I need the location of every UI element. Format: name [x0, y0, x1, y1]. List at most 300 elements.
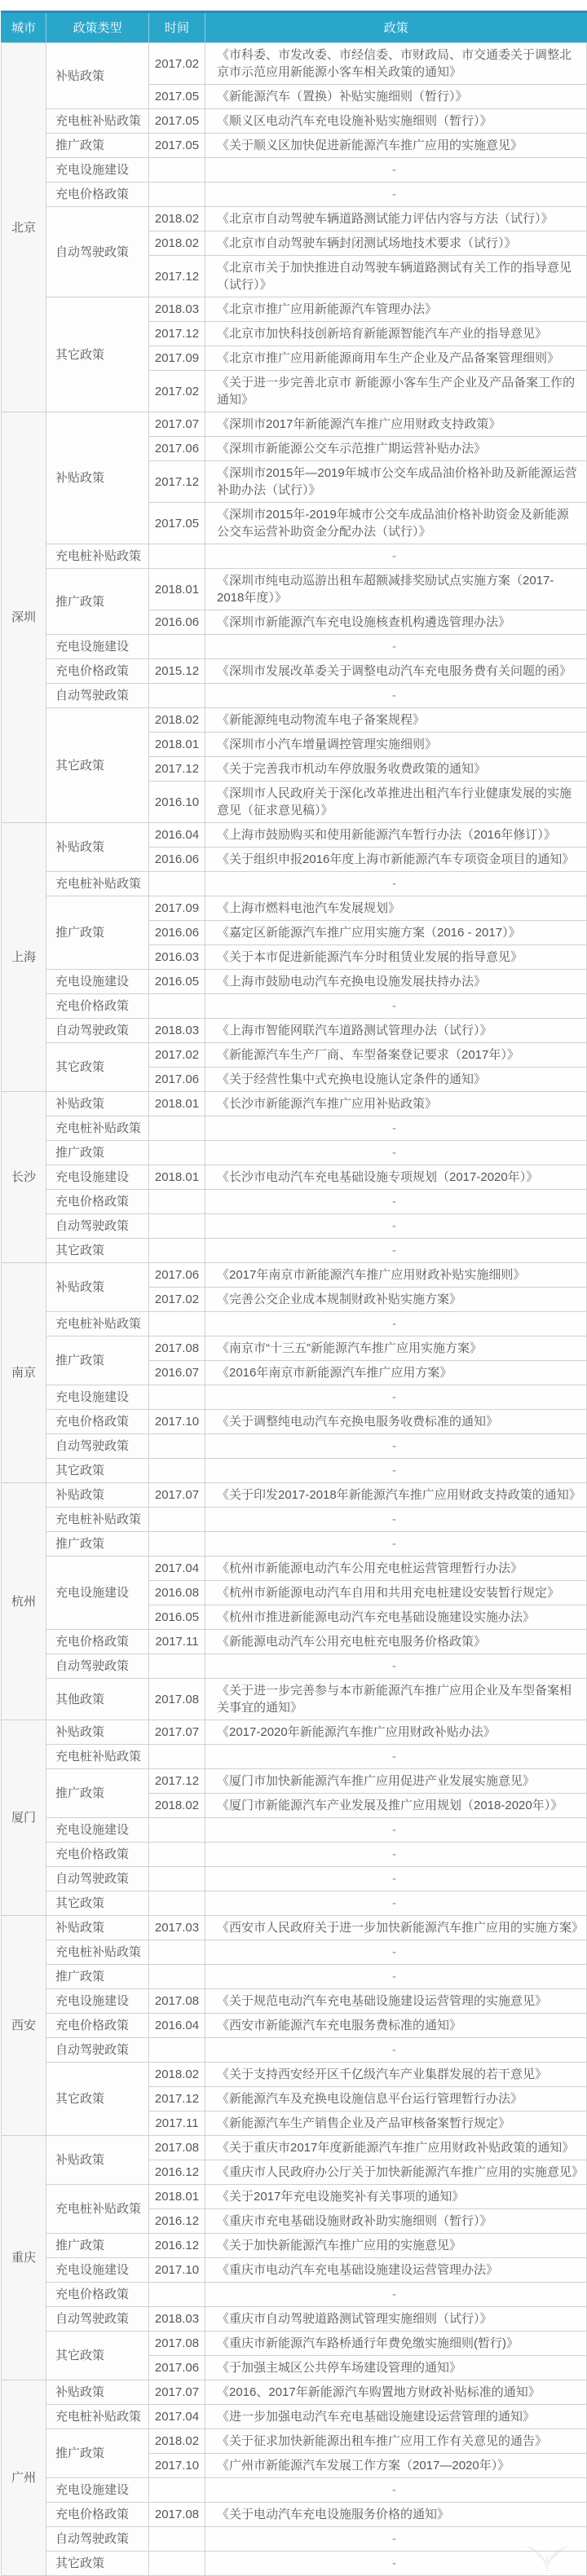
time-cell [149, 1867, 205, 1891]
policy-type-cell: 充电价格政策 [46, 1843, 149, 1867]
table-row [2, 1557, 587, 1581]
policy-type-cell: 充电价格政策 [46, 1410, 149, 1434]
table-row [2, 2014, 587, 2038]
policy-cell: 《杭州市新能源电动汽车公用充电桩运营管理暂行办法》 [205, 1557, 587, 1581]
policy-cell: 《关于规范电动汽车充电基础设施建设运营管理的实施意见》 [205, 1989, 587, 2014]
city-cell: 深圳 [2, 412, 46, 823]
policy-type-cell: 自动驾驶政策 [46, 2527, 149, 2552]
time-cell: 2016.12 [149, 2234, 205, 2258]
time-cell [149, 2038, 205, 2063]
table-row [2, 872, 587, 896]
policy-type-cell: 充电桩补贴政策 [46, 109, 149, 134]
table-row [2, 1679, 587, 1720]
time-cell: 2018.01 [149, 733, 205, 757]
table-row [2, 1263, 587, 1288]
policy-type-cell: 自动驾驶政策 [46, 1867, 149, 1891]
table-row [2, 207, 587, 231]
table-row [2, 659, 587, 684]
policy-cell: 《关于印发2017-2018年新能源汽车推广应用财政支持政策的通知》 [205, 1483, 587, 1508]
policy-cell: - [205, 1312, 587, 1336]
time-cell [149, 872, 205, 896]
table-row [2, 1434, 587, 1459]
policy-cell: - [205, 1818, 587, 1843]
policy-cell: 《北京市自动驾驶车辆封闭测试场地技术要求（试行）》 [205, 231, 587, 256]
policy-type-cell: 补贴政策 [46, 1916, 149, 1940]
policy-type-cell: 补贴政策 [46, 1720, 149, 1745]
city-cell: 南京 [2, 1263, 46, 1483]
table-row [2, 823, 587, 848]
policy-cell: 《关于2017年充电设施奖补有关事项的通知》 [205, 2185, 587, 2209]
policy-type-cell: 充电设施建设 [46, 970, 149, 994]
policy-cell: 《关于进一步完善参与本市新能源汽车推广应用企业及车型备案相关事宜的通知》 [205, 1679, 587, 1720]
time-cell: 2017.10 [149, 1410, 205, 1434]
time-cell: 2018.03 [149, 297, 205, 322]
table-row [2, 2503, 587, 2527]
policy-cell: 《北京市推广应用新能源商用车生产企业及产品备案管理细则》 [205, 346, 587, 371]
time-cell: 2016.06 [149, 921, 205, 945]
policy-type-cell: 其它政策 [46, 2332, 149, 2380]
time-cell [149, 2283, 205, 2307]
time-cell [149, 1214, 205, 1239]
time-cell: 2018.01 [149, 2185, 205, 2209]
table-row [2, 109, 587, 134]
time-cell: 2017.02 [149, 1043, 205, 1068]
policy-cell: 《关于支持西安经开区千亿级汽车产业集群发展的若干意见》 [205, 2063, 587, 2087]
policy-cell: - [205, 1965, 587, 1989]
table-row [2, 1141, 587, 1165]
time-cell: 2017.10 [149, 2258, 205, 2283]
table-row [2, 569, 587, 610]
policy-cell: 《重庆市自动驾驶道路测试管理实施细则（试行）》 [205, 2307, 587, 2332]
policy-type-cell: 充电桩补贴政策 [46, 544, 149, 569]
policy-cell: - [205, 158, 587, 183]
time-cell: 2017.02 [149, 371, 205, 412]
time-cell: 2018.02 [149, 1794, 205, 1818]
time-cell: 2018.03 [149, 1019, 205, 1043]
time-cell: 2016.06 [149, 848, 205, 872]
table-row [2, 1843, 587, 1867]
policy-cell: - [205, 2478, 587, 2503]
time-cell: 2017.05 [149, 503, 205, 544]
policy-cell: 《关于组织申报2016年度上海市新能源汽车专项资金项目的通知》 [205, 848, 587, 872]
policy-cell: - [205, 1508, 587, 1532]
policy-cell: 《关于调整纯电动汽车充换电服务收费标准的通知》 [205, 1410, 587, 1434]
policy-type-cell: 补贴政策 [46, 823, 149, 872]
time-cell: 2017.05 [149, 109, 205, 134]
time-cell: 2016.07 [149, 1361, 205, 1385]
policy-type-cell: 其它政策 [46, 1459, 149, 1483]
time-cell: 2016.10 [149, 782, 205, 823]
policy-type-cell: 其它政策 [46, 1891, 149, 1916]
time-cell [149, 158, 205, 183]
time-cell: 2018.02 [149, 207, 205, 231]
policy-cell: - [205, 872, 587, 896]
policy-type-cell: 自动驾驶政策 [46, 1214, 149, 1239]
policy-cell: - [205, 1239, 587, 1263]
time-cell [149, 994, 205, 1019]
time-cell [149, 635, 205, 659]
time-cell: 2016.12 [149, 2209, 205, 2234]
policy-type-cell: 补贴政策 [46, 2136, 149, 2185]
policy-cell: - [205, 1867, 587, 1891]
policy-cell: 《新能源纯电动物流车电子备案规程》 [205, 708, 587, 733]
policy-cell: 《北京市关于加快推进自动驾驶车辆道路测试有关工作的指导意见（试行）》 [205, 256, 587, 297]
time-cell: 2017.06 [149, 2356, 205, 2380]
policy-type-cell: 自动驾驶政策 [46, 1654, 149, 1679]
table-row [2, 43, 587, 85]
time-cell: 2016.08 [149, 1581, 205, 1605]
table-row [2, 1508, 587, 1532]
policy-cell: 《上海市智能网联汽车道路测试管理办法（试行）》 [205, 1019, 587, 1043]
policy-cell: - [205, 2527, 587, 2552]
policy-cell: 《深圳市2015年—2019年城市公交车成品油价格补助及新能源运营补助办法（试行）》 [205, 461, 587, 503]
column-header-policy-type: 政策类型 [46, 12, 149, 43]
policy-cell: - [205, 2038, 587, 2063]
table-row [2, 896, 587, 921]
time-cell [149, 1434, 205, 1459]
city-cell: 上海 [2, 823, 46, 1092]
table-row [2, 1483, 587, 1508]
policy-cell: 《关于进一步完善北京市 新能源小客车生产企业及产品备案工作的通知》 [205, 371, 587, 412]
city-cell: 杭州 [2, 1483, 46, 1720]
policy-cell: - [205, 1116, 587, 1141]
table-row [2, 412, 587, 437]
policy-cell: 《关于完善我市机动车停放服务收费政策的通知》 [205, 757, 587, 782]
table-row [2, 1116, 587, 1141]
policy-type-cell: 推广政策 [46, 134, 149, 158]
policy-table [1, 11, 587, 2576]
time-cell: 2017.02 [149, 43, 205, 85]
time-cell: 2016.05 [149, 970, 205, 994]
city-cell: 重庆 [2, 2136, 46, 2380]
policy-type-cell: 充电价格政策 [46, 183, 149, 207]
city-cell: 长沙 [2, 1092, 46, 1263]
table-row [2, 1654, 587, 1679]
policy-type-cell: 补贴政策 [46, 412, 149, 544]
policy-type-cell: 自动驾驶政策 [46, 2038, 149, 2063]
policy-type-cell: 充电桩补贴政策 [46, 1940, 149, 1965]
time-cell: 2017.07 [149, 412, 205, 437]
table-row [2, 297, 587, 322]
table-row [2, 2307, 587, 2332]
policy-cell: 《关于征求加快新能源出租车推广应用工作有关意见的通告》 [205, 2429, 587, 2454]
policy-cell: - [205, 1190, 587, 1214]
time-cell [149, 1508, 205, 1532]
policy-type-cell: 充电桩补贴政策 [46, 1116, 149, 1141]
time-cell: 2017.10 [149, 2454, 205, 2478]
policy-cell: 《关于电动汽车充电设施服务价格的通知》 [205, 2503, 587, 2527]
policy-cell: - [205, 1532, 587, 1557]
table-row [2, 1818, 587, 1843]
table-row [2, 635, 587, 659]
table-row [2, 1891, 587, 1916]
policy-type-cell: 推广政策 [46, 896, 149, 970]
column-header-city: 城市 [2, 12, 46, 43]
time-cell: 2017.08 [149, 2503, 205, 2527]
table-row [2, 1989, 587, 2014]
policy-type-cell: 充电价格政策 [46, 2283, 149, 2307]
policy-type-cell: 补贴政策 [46, 2380, 149, 2405]
policy-type-cell: 补贴政策 [46, 1092, 149, 1116]
header-row [2, 12, 587, 43]
policy-cell: 《深圳市新能源汽车充电设施核查机构遴选管理办法》 [205, 610, 587, 635]
time-cell: 2017.11 [149, 2111, 205, 2136]
time-cell: 2017.07 [149, 1720, 205, 1745]
table-row [2, 1190, 587, 1214]
policy-cell: - [205, 1214, 587, 1239]
policy-cell: 《重庆市人民政府办公厅关于加快新能源汽车推广应用的实施意见》 [205, 2160, 587, 2185]
table-row [2, 2136, 587, 2160]
time-cell: 2017.11 [149, 1630, 205, 1654]
time-cell: 2018.01 [149, 1092, 205, 1116]
time-cell: 2017.02 [149, 1288, 205, 1312]
policy-cell: 《南京市“十三五”新能源汽车推广应用实施方案》 [205, 1336, 587, 1361]
policy-type-cell: 充电价格政策 [46, 1190, 149, 1214]
table-row [2, 1336, 587, 1361]
policy-cell: 《关于顺义区加快促进新能源汽车推广应用的实施意见》 [205, 134, 587, 158]
table-row [2, 1769, 587, 1794]
time-cell: 2017.08 [149, 1679, 205, 1720]
table-row [2, 2234, 587, 2258]
time-cell [149, 183, 205, 207]
table-body [2, 43, 587, 2576]
policy-type-cell: 充电桩补贴政策 [46, 2185, 149, 2234]
policy-type-cell: 推广政策 [46, 2429, 149, 2478]
table-row [2, 1239, 587, 1263]
policy-cell: 《长沙市新能源汽车推广应用补贴政策》 [205, 1092, 587, 1116]
policy-cell: - [205, 2552, 587, 2576]
policy-cell: 《关于重庆市2017年度新能源汽车推广应用财政补贴政策的通知》 [205, 2136, 587, 2160]
time-cell: 2017.08 [149, 2332, 205, 2356]
table-row [2, 1214, 587, 1239]
policy-type-cell: 推广政策 [46, 1336, 149, 1385]
policy-cell: 《新能源汽车生产厂商、车型备案登记要求（2017年）》 [205, 1043, 587, 1068]
time-cell: 2017.08 [149, 2136, 205, 2160]
policy-cell: - [205, 1745, 587, 1769]
table-row [2, 2478, 587, 2503]
policy-cell: - [205, 1940, 587, 1965]
table-row [2, 2185, 587, 2209]
table-row [2, 2429, 587, 2454]
table-row [2, 183, 587, 207]
city-cell: 西安 [2, 1916, 46, 2136]
policy-cell: 《进一步加强电动汽车充电基础设施建设运营管理的通知》 [205, 2405, 587, 2429]
table-row [2, 2063, 587, 2087]
time-cell: 2017.05 [149, 134, 205, 158]
table-row [2, 1720, 587, 1745]
policy-cell: 《北京市加快科技创新培育新能源智能汽车产业的指导意见》 [205, 322, 587, 346]
policy-cell: 《关于加快新能源汽车推广应用的实施意见》 [205, 2234, 587, 2258]
time-cell: 2017.12 [149, 2087, 205, 2111]
policy-type-cell: 充电价格政策 [46, 2503, 149, 2527]
policy-cell: 《北京市推广应用新能源汽车管理办法》 [205, 297, 587, 322]
policy-cell: 《重庆市新能源汽车路桥通行年费免缴实施细则(暂行)》 [205, 2332, 587, 2356]
table-row [2, 1165, 587, 1190]
table-row [2, 1092, 587, 1116]
time-cell: 2016.06 [149, 610, 205, 635]
table-row [2, 2283, 587, 2307]
table-row [2, 2380, 587, 2405]
time-cell: 2016.03 [149, 945, 205, 970]
time-cell: 2018.03 [149, 2307, 205, 2332]
table-row [2, 1965, 587, 1989]
policy-cell: 《重庆市电动汽车充电基础设施建设运营管理办法》 [205, 2258, 587, 2283]
time-cell: 2016.04 [149, 823, 205, 848]
time-cell: 2016.12 [149, 2160, 205, 2185]
time-cell [149, 1965, 205, 1989]
policy-cell: 《2016、2017年新能源汽车购置地方财政补贴标准的通知》 [205, 2380, 587, 2405]
time-cell: 2016.05 [149, 1605, 205, 1630]
policy-type-cell: 充电桩补贴政策 [46, 1312, 149, 1336]
policy-cell: 《上海市鼓励购买和使用新能源汽车暂行办法（2016年修订）》 [205, 823, 587, 848]
policy-type-cell: 推广政策 [46, 1141, 149, 1165]
policy-type-cell: 充电桩补贴政策 [46, 1745, 149, 1769]
table-row [2, 1916, 587, 1940]
table-row [2, 1940, 587, 1965]
time-cell: 2017.06 [149, 437, 205, 461]
policy-type-cell: 充电设施建设 [46, 2478, 149, 2503]
table-row [2, 2332, 587, 2356]
time-cell: 2017.07 [149, 2380, 205, 2405]
table-row [2, 544, 587, 569]
time-cell: 2017.04 [149, 1557, 205, 1581]
policy-type-cell: 充电桩补贴政策 [46, 2405, 149, 2429]
time-cell [149, 2478, 205, 2503]
policy-cell: 《完善公交企业成本规制财政补贴实施方案》 [205, 1288, 587, 1312]
time-cell [149, 1891, 205, 1916]
time-cell: 2017.08 [149, 1336, 205, 1361]
policy-cell: 《杭州市新能源电动汽车自用和共用充电桩建设安装暂行规定》 [205, 1581, 587, 1605]
time-cell: 2018.02 [149, 708, 205, 733]
policy-cell: 《2017-2020年新能源汽车推广应用财政补贴办法》 [205, 1720, 587, 1745]
table-row [2, 2527, 587, 2552]
policy-type-cell: 推广政策 [46, 1532, 149, 1557]
time-cell: 2018.02 [149, 231, 205, 256]
time-cell [149, 1459, 205, 1483]
policy-type-cell: 充电设施建设 [46, 1989, 149, 2014]
policy-type-cell: 充电价格政策 [46, 1630, 149, 1654]
time-cell [149, 2552, 205, 2576]
policy-cell: 《北京市自动驾驶车辆道路测试能力评估内容与方法（试行）》 [205, 207, 587, 231]
time-cell: 2017.09 [149, 896, 205, 921]
policy-type-cell: 充电设施建设 [46, 1165, 149, 1190]
policy-type-cell: 其它政策 [46, 2552, 149, 2576]
policy-type-cell: 自动驾驶政策 [46, 1019, 149, 1043]
table-row [2, 1385, 587, 1410]
policy-type-cell: 充电桩补贴政策 [46, 1508, 149, 1532]
time-cell: 2017.04 [149, 2405, 205, 2429]
policy-cell: - [205, 1141, 587, 1165]
policy-type-cell: 其它政策 [46, 2063, 149, 2136]
policy-cell: 《长沙市电动汽车充电基础设施专项规划（2017-2020年）》 [205, 1165, 587, 1190]
policy-cell: - [205, 183, 587, 207]
column-header-time: 时间 [149, 12, 205, 43]
time-cell [149, 1385, 205, 1410]
policy-cell: 《厦门市加快新能源汽车推广应用促进产业发展实施意见》 [205, 1769, 587, 1794]
time-cell: 2017.09 [149, 346, 205, 371]
policy-cell: - [205, 684, 587, 708]
table-row [2, 1043, 587, 1068]
policy-cell: - [205, 1385, 587, 1410]
policy-cell: 《嘉定区新能源汽车推广应用实施方案（2016 - 2017）》 [205, 921, 587, 945]
policy-cell: 《深圳市新能源公交车示范推广期运营补贴办法》 [205, 437, 587, 461]
policy-cell: - [205, 1654, 587, 1679]
time-cell: 2017.07 [149, 1483, 205, 1508]
policy-cell: - [205, 1843, 587, 1867]
policy-cell: 《深圳市2017年新能源汽车推广应用财政支持政策》 [205, 412, 587, 437]
table-row [2, 684, 587, 708]
policy-type-cell: 自动驾驶政策 [46, 1434, 149, 1459]
time-cell [149, 1116, 205, 1141]
table-row [2, 708, 587, 733]
policy-cell: 《杭州市推进新能源电动汽车充电基础设施建设实施办法》 [205, 1605, 587, 1630]
policy-cell: 《上海市燃料电池汽车发展规划》 [205, 896, 587, 921]
time-cell: 2017.12 [149, 322, 205, 346]
policy-type-cell: 充电价格政策 [46, 659, 149, 684]
table-row [2, 1745, 587, 1769]
policy-cell: 《深圳市小汽车增量调控管理实施细则》 [205, 733, 587, 757]
policy-type-cell: 充电价格政策 [46, 2014, 149, 2038]
policy-cell: - [205, 635, 587, 659]
policy-type-cell: 充电设施建设 [46, 1818, 149, 1843]
time-cell [149, 1239, 205, 1263]
policy-cell: 《深圳市人民政府关于深化改革推进出租汽车行业健康发展的实施意见（征求意见稿）》 [205, 782, 587, 823]
table-row [2, 2258, 587, 2283]
policy-cell: 《顺义区电动汽车充电设施补贴实施细则（暂行）》 [205, 109, 587, 134]
policy-type-cell: 其它政策 [46, 1239, 149, 1263]
policy-cell: 《关于本市促进新能源汽车分时租赁业发展的指导意见》 [205, 945, 587, 970]
policy-type-cell: 充电价格政策 [46, 994, 149, 1019]
table-row [2, 1867, 587, 1891]
table-row [2, 2552, 587, 2576]
policy-cell: 《新能源电动汽车公用充电桩充电服务价格政策》 [205, 1630, 587, 1654]
policy-type-cell: 补贴政策 [46, 1263, 149, 1312]
time-cell: 2018.02 [149, 2429, 205, 2454]
policy-cell: 《厦门市新能源汽车产业发展及推广应用规划（2018-2020年）》 [205, 1794, 587, 1818]
city-cell: 广州 [2, 2380, 46, 2576]
time-cell [149, 1818, 205, 1843]
policy-type-cell: 充电设施建设 [46, 2258, 149, 2283]
table-row [2, 1312, 587, 1336]
policy-cell: - [205, 544, 587, 569]
table-row [2, 158, 587, 183]
policy-cell: 《新能源汽车生产销售企业及产品审核备案暂行规定》 [205, 2111, 587, 2136]
time-cell [149, 1190, 205, 1214]
table-row [2, 1532, 587, 1557]
time-cell [149, 2527, 205, 2552]
table-row [2, 134, 587, 158]
policy-type-cell: 推广政策 [46, 2234, 149, 2258]
policy-cell: 《深圳市2015年-2019年城市公交车成品油价格补助资金及新能源公交车运营补助资金分配办法（试行）》 [205, 503, 587, 544]
policy-type-cell: 充电设施建设 [46, 1557, 149, 1630]
policy-cell: 《新能源汽车及充换电设施信息平台运行管理暂行办法》 [205, 2087, 587, 2111]
policy-cell: 《2017年南京市新能源汽车推广应用财政补贴实施细则》 [205, 1263, 587, 1288]
time-cell [149, 1532, 205, 1557]
policy-type-cell: 推广政策 [46, 569, 149, 635]
policy-cell: 《重庆市充电基础设施财政补助实施细则（暂行）》 [205, 2209, 587, 2234]
city-cell: 厦门 [2, 1720, 46, 1916]
policy-type-cell: 充电桩补贴政策 [46, 872, 149, 896]
policy-type-cell: 补贴政策 [46, 1483, 149, 1508]
policy-cell: - [205, 1891, 587, 1916]
time-cell: 2017.12 [149, 256, 205, 297]
table-row [2, 970, 587, 994]
table-row [2, 994, 587, 1019]
time-cell: 2017.05 [149, 85, 205, 109]
time-cell [149, 544, 205, 569]
policy-cell: 《深圳市发展改革委关于调整电动汽车充电服务费有关问题的函》 [205, 659, 587, 684]
policy-type-cell: 自动驾驶政策 [46, 207, 149, 297]
